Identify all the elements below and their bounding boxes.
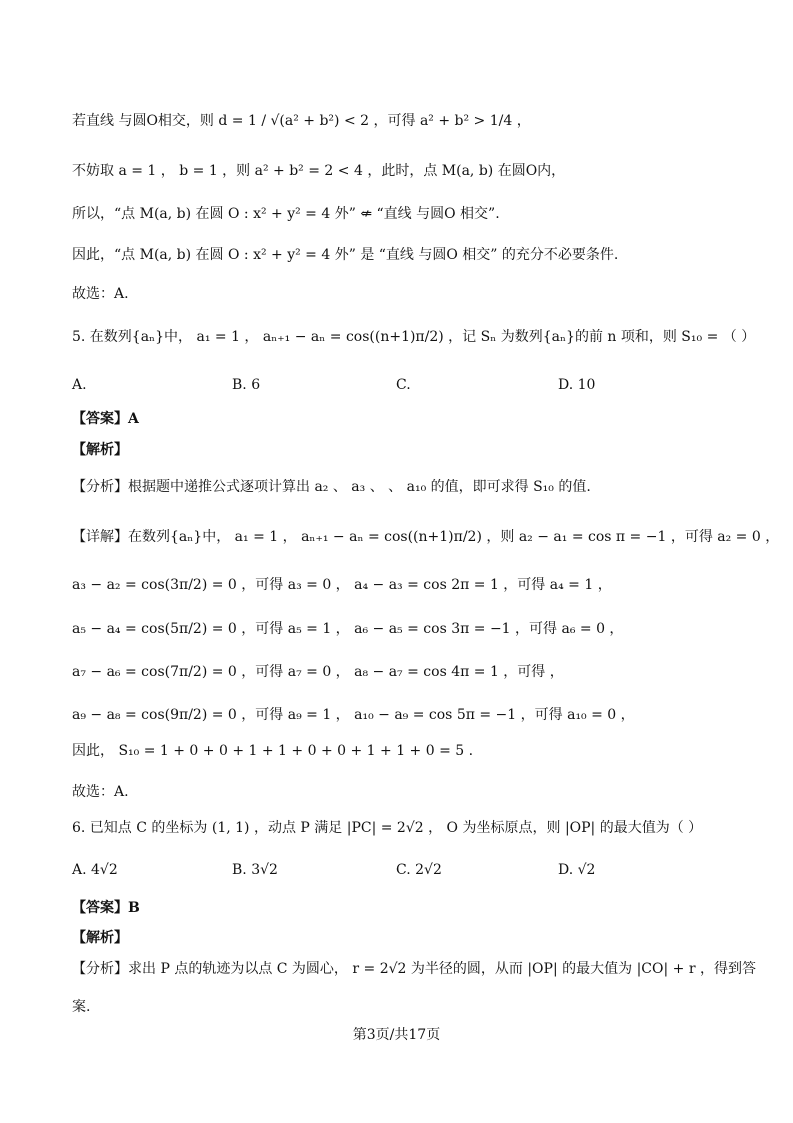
question-5: 5. 在数列{aₙ}中， a₁ = 1 ， aₙ₊₁ − aₙ = cos((n+1)π/2) ，记 Sₙ 为数列{aₙ}的前 n 项和，则 S₁₀ = （ ） <box>72 329 756 345</box>
q5-answer: 【答案】A <box>72 411 139 427</box>
q5-analysis: 【分析】根据题中递推公式逐项计算出 a₂ 、 a₃ 、 、 a₁₀ 的值，即可求得 S₁₀ 的值. <box>72 479 591 495</box>
page-footer: 第3页/共17页 <box>352 1027 441 1043</box>
q6-analysis-heading: 【解析】 <box>72 930 128 946</box>
q6-option-d: D. √2 <box>558 862 596 878</box>
q5-detail-2: a₃ − a₂ = cos(3π/2) = 0 ，可得 a₃ = 0 ， a₄ − a₃ = cos 2π = 1 ，可得 a₄ = 1 ， <box>72 577 612 593</box>
q5-option-b: B. 6 <box>232 377 261 393</box>
q5-choice: 故选：A. <box>72 784 129 800</box>
q5-option-a: A. <box>72 377 87 393</box>
text-line-5: 故选：A. <box>72 286 129 302</box>
q5-analysis-heading: 【解析】 <box>72 442 128 458</box>
q6-option-b: B. 3√2 <box>232 862 278 878</box>
q6-option-c: C. 2√2 <box>396 862 442 878</box>
q5-option-c: C. <box>396 377 411 393</box>
q5-detail-1: 【详解】在数列{aₙ}中， a₁ = 1 ， aₙ₊₁ − aₙ = cos((n+1)π/2) ，则 a₂ − a₁ = cos π = −1 ，可得 a₂ = 0 ， <box>72 529 780 545</box>
q5-option-d: D. 10 <box>558 377 596 393</box>
question-6: 6. 已知点 C 的坐标为 (1, 1) ，动点 P 满足 |PC| = 2√2 ， O 为坐标原点，则 |OP| 的最大值为（ ） <box>72 820 703 836</box>
text-line-2: 不妨取 a = 1 ， b = 1 ，则 a² + b² = 2 < 4 ，此时，点 M(a, b) 在圆O内， <box>72 163 566 179</box>
q5-sum: 因此， S₁₀ = 1 + 0 + 0 + 1 + 1 + 0 + 0 + 1 + 1 + 0 = 5 . <box>72 743 474 759</box>
text-line-1: 若直线 与圆O相交，则 d = 1 / √(a² + b²) < 2 ，可得 a² + b² > 1/4 ， <box>72 113 531 129</box>
q6-option-a: A. 4√2 <box>72 862 118 878</box>
q5-detail-3: a₅ − a₄ = cos(5π/2) = 0 ，可得 a₅ = 1 ， a₆ − a₅ = cos 3π = −1 ，可得 a₆ = 0 ， <box>72 621 624 637</box>
q6-analysis-cont: 案. <box>72 999 91 1015</box>
q6-analysis: 【分析】求出 P 点的轨迹为以点 C 为圆心， r = 2√2 为半径的圆，从而 |OP| 的最大值为 |CO| + r ，得到答 <box>72 961 756 977</box>
q5-detail-5: a₉ − a₈ = cos(9π/2) = 0 ，可得 a₉ = 1 ， a₁₀ − a₉ = cos 5π = −1 ，可得 a₁₀ = 0 ， <box>72 707 635 723</box>
q5-detail-4: a₇ − a₆ = cos(7π/2) = 0 ，可得 a₇ = 0 ， a₈ − a₇ = cos 4π = 1 ，可得 ， <box>72 664 564 680</box>
q6-answer: 【答案】B <box>72 900 140 916</box>
text-line-4: 因此，“点 M(a, b) 在圆 O : x² + y² = 4 外” 是 “直线 与圆O 相交” 的充分不必要条件. <box>72 247 619 263</box>
text-line-3: 所以，“点 M(a, b) 在圆 O : x² + y² = 4 外” ⇍ “直线 与圆O 相交”. <box>72 206 500 222</box>
